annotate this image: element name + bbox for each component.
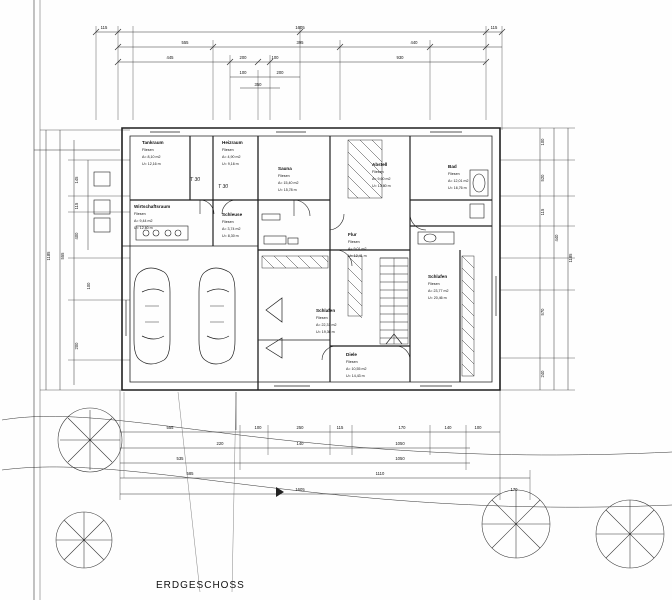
dimension-value: 395: [296, 40, 304, 45]
dimension-value: 1605: [295, 487, 305, 492]
dimension-value: 140: [444, 425, 452, 430]
dimension-value: 100: [86, 282, 91, 290]
tree-3: [482, 490, 550, 558]
dimension-value: 350: [254, 82, 262, 87]
dimension-value: 100: [239, 70, 247, 75]
room-name: Schleuse: [222, 212, 243, 217]
dimension-value: 100: [540, 138, 545, 146]
room-detail: U= 16,76 m: [448, 186, 467, 190]
tree-2: [56, 512, 112, 568]
dimension-value: 170: [510, 487, 518, 492]
room-detail: U= 15,78 m: [278, 188, 297, 192]
dimension-value: 115: [100, 25, 108, 30]
dimension-value: 1605: [295, 25, 305, 30]
dimension-value: 140: [296, 441, 304, 446]
door-label: T 30: [190, 177, 201, 183]
room-detail: A= 4,90 m2: [222, 155, 241, 159]
room-detail: A= 15,40 m2: [278, 181, 299, 185]
room-detail: Fliesen: [448, 172, 460, 176]
dimension-value: 440: [554, 234, 559, 242]
room-detail: U= 12,60 m: [134, 226, 153, 230]
dimension-value: 930: [396, 55, 404, 60]
room-detail: A= 3,74 m2: [222, 227, 241, 231]
dimension-value: 535: [176, 456, 184, 461]
room-detail: Fliesen: [134, 212, 146, 216]
room-detail: Fliesen: [142, 148, 154, 152]
dimension-value: 570: [540, 308, 545, 316]
dimension-value: 555: [60, 252, 65, 260]
dimension-value: 1185: [46, 251, 51, 261]
room-name: Heizraum: [222, 140, 243, 145]
dimension-value: 1185: [568, 253, 573, 263]
room-detail: U= 8,30 m: [222, 234, 239, 238]
room-detail: A= 9,44 m2: [134, 219, 153, 223]
dimension-value: 555: [181, 40, 189, 45]
door-label: T 30: [218, 184, 229, 190]
room-detail: U= 19,36 m: [316, 330, 335, 334]
room-detail: Fliesen: [278, 174, 290, 178]
dimension-value: 100: [271, 55, 279, 60]
room-detail: U= 12,16 m: [142, 162, 161, 166]
room-name: Schlafen: [316, 308, 336, 313]
dimension-value: 115: [336, 425, 344, 430]
room-detail: Fliesen: [346, 360, 358, 364]
dimension-value: 220: [216, 441, 224, 446]
dimension-value: 1050: [395, 441, 405, 446]
room-name: Schlafen: [428, 274, 448, 279]
dimension-value: 200: [239, 55, 247, 60]
room-name: Tankraum: [142, 140, 164, 145]
dimension-value: 100: [474, 425, 482, 430]
dimension-value: 170: [398, 425, 406, 430]
dimension-value: 1050: [395, 456, 405, 461]
room-detail: Fliesen: [428, 282, 440, 286]
room-name: Diele: [346, 352, 357, 357]
room-detail: A= 12,01 m2: [448, 179, 469, 183]
dimension-value: 145: [74, 176, 79, 184]
room-detail: A= 10,55 m2: [346, 367, 367, 371]
dimension-value: 115: [74, 202, 79, 210]
room-detail: U= 12,41 m: [348, 254, 367, 258]
dimension-value: 1110: [375, 471, 385, 476]
room-detail: A= 22,31 m2: [316, 323, 337, 327]
room-name: Abstell: [372, 162, 388, 167]
dimension-value: 200: [276, 70, 284, 75]
dimension-value: 520: [540, 174, 545, 182]
dimension-value: 445: [166, 55, 174, 60]
page-title: ERDGESCHOSS: [156, 580, 245, 591]
dimension-value: 115: [540, 208, 545, 216]
dimension-value: 100: [254, 425, 262, 430]
dimension-value: 200: [74, 342, 79, 350]
room-name: Wirtschaftsraum: [134, 204, 171, 209]
dimension-value: 585: [186, 471, 194, 476]
room-detail: A= 8,10 m2: [142, 155, 161, 159]
room-detail: Fliesen: [222, 220, 234, 224]
room-detail: Fliesen: [316, 316, 328, 320]
dimension-value: 400: [74, 232, 79, 240]
room-detail: A= 9,60 m2: [372, 177, 391, 181]
room-detail: U= 9,16 m: [222, 162, 239, 166]
dimension-value: 250: [296, 425, 304, 430]
room-name: Bad: [448, 164, 457, 169]
dimension-value: 115: [490, 25, 498, 30]
room-detail: A= 9,01 m2: [348, 247, 367, 251]
room-detail: Fliesen: [372, 170, 384, 174]
room-detail: U= 20,46 m: [428, 296, 447, 300]
dimension-value: 555: [166, 425, 174, 430]
room-name: Flur: [348, 232, 357, 237]
room-name: Sauna: [278, 166, 292, 171]
room-detail: A= 23,77 m2: [428, 289, 449, 293]
room-detail: U= 14,43 m: [346, 374, 365, 378]
dimension-value: 440: [410, 40, 418, 45]
tree-4: [596, 500, 664, 568]
dimension-value: 240: [540, 370, 545, 378]
room-detail: U= 13,80 m: [372, 184, 391, 188]
room-detail: Fliesen: [222, 148, 234, 152]
room-detail: Fliesen: [348, 240, 360, 244]
